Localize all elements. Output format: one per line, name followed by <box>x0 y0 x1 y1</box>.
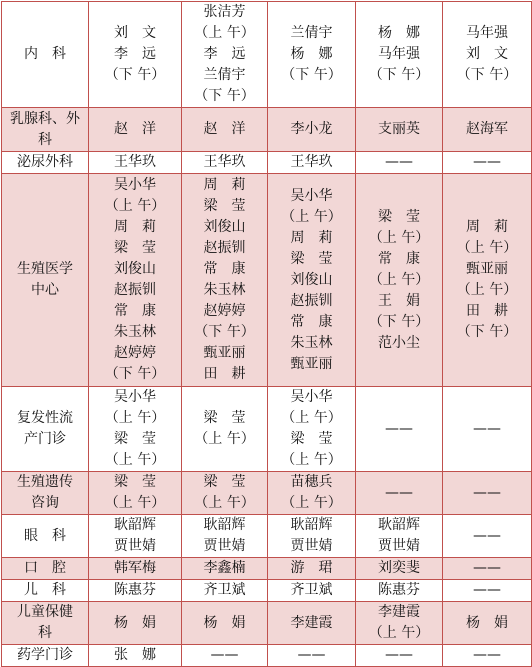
schedule-cell <box>443 152 532 174</box>
doctor-entry: 周 莉 <box>290 229 333 246</box>
schedule-cell <box>182 472 268 515</box>
doctor-entry: 常 康 <box>290 313 333 330</box>
doctor-entry: 齐卫斌 <box>203 582 246 598</box>
header-col-1-line: 刘 文 <box>114 25 156 41</box>
schedule-cell <box>443 174 532 387</box>
doctor-entry: 甄亚丽 <box>290 355 333 372</box>
schedule-cell <box>443 645 532 667</box>
doctor-entry: 王华玖 <box>114 154 156 170</box>
dept-name-cell <box>2 602 89 645</box>
schedule-cell <box>268 472 356 515</box>
doctor-entry: 刘奕斐 <box>378 560 420 576</box>
header-col-3-line: 兰倩宇 <box>290 25 333 41</box>
doctor-entry: （上 午） <box>368 229 430 246</box>
header-col-4-line: （下 午） <box>368 67 430 83</box>
doctor-entry: 张 娜 <box>114 647 156 663</box>
doctor-entry: （下 午） <box>104 366 166 382</box>
doctor-entry: 梁 莹 <box>203 198 246 214</box>
schedule-cell <box>356 174 443 387</box>
schedule-cell <box>356 515 443 558</box>
doctor-entry: 李鑫楠 <box>203 560 246 576</box>
doctor-entry: 刘俊山 <box>203 219 246 235</box>
header-col-2 <box>182 2 268 108</box>
schedule-cell <box>268 580 356 602</box>
doctor-entry: （上 午） <box>456 240 518 256</box>
dept-name-cell <box>2 580 89 602</box>
doctor-entry: 杨 娟 <box>114 614 156 631</box>
schedule-cell <box>182 645 268 667</box>
schedule-cell <box>89 108 182 152</box>
doctor-entry: 杨 娟 <box>466 614 508 631</box>
header-col-3 <box>268 2 356 108</box>
schedule-cell <box>89 602 182 645</box>
doctor-entry: 梁 莹 <box>203 474 246 490</box>
row-pediatrics <box>2 580 532 602</box>
header-col-4-line: 杨 娜 <box>378 25 420 41</box>
doctor-entry: （下 午） <box>456 324 518 340</box>
header-col-4-line: 马年强 <box>378 46 420 62</box>
doctor-entry: 赵婷婷 <box>114 345 156 361</box>
doctor-entry: 田 耕 <box>466 303 508 319</box>
row-pharmacy-clinic <box>2 645 532 667</box>
header-col-3-line: 杨 娜 <box>290 46 333 62</box>
schedule-cell <box>356 602 443 645</box>
doctor-entry: 吴小华 <box>114 177 156 193</box>
doctor-entry: 赵 洋 <box>203 121 246 137</box>
schedule-cell <box>89 645 182 667</box>
doctor-entry: 周 莉 <box>203 177 246 193</box>
schedule-cell <box>182 152 268 174</box>
doctor-entry: —— <box>473 484 501 501</box>
schedule-cell <box>356 472 443 515</box>
header-col-2-line: 兰倩宇 <box>203 67 246 83</box>
schedule-cell <box>182 602 268 645</box>
dept-name-line: 乳腺科、外 <box>10 110 80 127</box>
schedule-cell <box>182 108 268 152</box>
doctor-entry: （上 午） <box>104 410 166 426</box>
doctor-entry: —— <box>473 582 501 598</box>
dept-name-cell <box>2 174 89 387</box>
schedule-cell <box>182 515 268 558</box>
doctor-entry: 梁 莹 <box>290 431 333 447</box>
header-col-2-line: 张洁芳 <box>203 4 246 20</box>
schedule-cell <box>443 580 532 602</box>
header-col-2-line: 李 远 <box>203 46 246 62</box>
doctor-entry: （上 午） <box>104 452 166 468</box>
row-urology <box>2 152 532 174</box>
dept-name-line: 产门诊 <box>24 431 66 447</box>
schedule-cell <box>268 515 356 558</box>
header-col-5-line: 刘 文 <box>466 46 508 62</box>
header-col-4 <box>356 2 443 108</box>
schedule-cell <box>356 152 443 174</box>
row-reproductive-genetics <box>2 472 532 515</box>
doctor-entry: 贾世婧 <box>203 538 246 554</box>
header-col-5-line: 马年强 <box>466 25 508 41</box>
dept-name-line: 科 <box>38 625 52 641</box>
row-breast-surgery <box>2 108 532 152</box>
header-col-1 <box>89 2 182 108</box>
doctor-entry: （下 午） <box>368 313 430 330</box>
row-recurrent-miscarriage <box>2 387 532 472</box>
doctor-entry: 吴小华 <box>290 187 333 204</box>
doctor-entry: 常 康 <box>203 261 246 277</box>
header-row <box>2 2 532 108</box>
schedule-cell <box>89 174 182 387</box>
doctor-entry: 苗穗兵 <box>290 474 333 490</box>
schedule-cell <box>356 558 443 580</box>
schedule-cell <box>356 108 443 152</box>
doctor-entry: 韩军梅 <box>114 560 156 576</box>
dept-name-cell <box>2 152 89 174</box>
doctor-entry: 刘俊山 <box>114 261 156 277</box>
doctor-entry: 朱玉林 <box>203 282 246 298</box>
dept-name-line: 生殖医学 <box>17 261 73 277</box>
schedule-cell <box>443 108 532 152</box>
schedule-cell <box>443 515 532 558</box>
header-col-5 <box>443 2 532 108</box>
doctor-entry: （上 午） <box>194 431 255 447</box>
doctor-entry: 田 耕 <box>203 366 246 382</box>
schedule-cell <box>89 515 182 558</box>
doctor-entry: 赵振钏 <box>114 282 156 298</box>
schedule-cell <box>182 387 268 472</box>
header-col-3-line: （下 午） <box>281 67 342 83</box>
doctor-entry: 周 莉 <box>114 219 156 235</box>
header-col-2-line: （下 午） <box>194 88 255 104</box>
doctor-entry: 王 娟 <box>378 292 420 309</box>
doctor-entry: 朱玉林 <box>290 334 333 351</box>
schedule-cell <box>268 174 356 387</box>
header-col-1-line: 李 远 <box>114 46 156 62</box>
doctor-entry: 支丽英 <box>378 121 420 137</box>
doctor-entry: （上 午） <box>456 282 518 298</box>
doctor-entry: （上 午） <box>368 271 430 288</box>
header-dept-cell <box>2 2 89 108</box>
doctor-entry: 周 莉 <box>466 219 508 235</box>
doctor-entry: —— <box>473 154 501 170</box>
doctor-entry: 梁 莹 <box>114 240 156 256</box>
doctor-entry: 常 康 <box>114 303 156 319</box>
schedule-cell <box>356 645 443 667</box>
header-col-5-line: （下 午） <box>456 67 518 83</box>
dept-name-line: 眼 科 <box>24 527 66 544</box>
header-col-1-line: （下 午） <box>104 67 166 83</box>
schedule-cell <box>268 387 356 472</box>
schedule-cell <box>356 580 443 602</box>
doctor-entry: （上 午） <box>281 410 342 426</box>
doctor-entry: 耿韶辉 <box>114 517 156 533</box>
doctor-entry: 常 康 <box>378 250 420 267</box>
schedule-cell <box>182 174 268 387</box>
doctor-entry: 游 珺 <box>290 560 333 576</box>
doctor-entry: —— <box>385 647 413 663</box>
doctor-entry: 赵 洋 <box>114 121 156 137</box>
doctor-entry: —— <box>210 647 239 663</box>
row-stomatology <box>2 558 532 580</box>
duty-schedule-table <box>1 1 532 667</box>
row-child-healthcare <box>2 602 532 645</box>
dept-name-line: 咨询 <box>31 495 59 511</box>
doctor-entry: —— <box>473 647 501 663</box>
schedule-cell <box>268 602 356 645</box>
dept-name-line: 生殖遗传 <box>17 474 73 490</box>
doctor-entry: 赵振钏 <box>203 240 246 256</box>
doctor-entry: （上 午） <box>281 495 342 511</box>
dept-name-cell <box>2 387 89 472</box>
doctor-entry: 耿韶辉 <box>203 517 246 533</box>
schedule-cell <box>89 387 182 472</box>
schedule-cell <box>356 387 443 472</box>
dept-name-line: 复发性流 <box>17 410 73 426</box>
schedule-cell <box>443 387 532 472</box>
doctor-entry: 赵婷婷 <box>203 303 246 319</box>
doctor-entry: 贾世婧 <box>378 538 420 554</box>
doctor-entry: —— <box>473 527 501 544</box>
doctor-entry: 刘俊山 <box>290 271 333 288</box>
schedule-cell <box>89 580 182 602</box>
header-col-2-line: （上 午） <box>194 25 255 41</box>
schedule-cell <box>89 152 182 174</box>
doctor-entry: 李小龙 <box>290 121 333 137</box>
doctor-entry: （上 午） <box>281 452 342 468</box>
doctor-entry: —— <box>385 484 413 501</box>
doctor-entry: 陈惠芬 <box>378 582 420 598</box>
doctor-entry: 甄亚丽 <box>203 345 246 361</box>
dept-name-cell <box>2 472 89 515</box>
schedule-cell <box>268 108 356 152</box>
dept-name-line: 中心 <box>31 282 59 298</box>
doctor-entry: 吴小华 <box>290 389 333 405</box>
row-ophthalmology <box>2 515 532 558</box>
doctor-entry: 王华玖 <box>290 154 333 170</box>
doctor-entry: 梁 莹 <box>114 474 156 490</box>
doctor-entry: —— <box>473 420 501 437</box>
doctor-entry: 范小尘 <box>378 334 420 351</box>
doctor-entry: 梁 莹 <box>290 250 333 267</box>
schedule-cell <box>268 558 356 580</box>
dept-name-cell <box>2 515 89 558</box>
doctor-entry: 赵海军 <box>466 121 508 137</box>
doctor-entry: 吴小华 <box>114 389 156 405</box>
schedule-cell <box>443 602 532 645</box>
doctor-entry: 梁 莹 <box>203 410 246 426</box>
schedule-cell <box>89 558 182 580</box>
doctor-entry: （上 午） <box>194 495 255 511</box>
dept-name-cell <box>2 558 89 580</box>
dept-name-line: 科 <box>38 131 52 148</box>
doctor-entry: 朱玉林 <box>114 324 156 340</box>
dept-name-line: 药学门诊 <box>17 647 73 663</box>
doctor-entry: 贾世婧 <box>290 538 333 554</box>
doctor-entry: （上 午） <box>104 495 166 511</box>
doctor-entry: （下 午） <box>194 324 255 340</box>
schedule-cell <box>268 645 356 667</box>
doctor-entry: 李建霞 <box>290 614 333 631</box>
doctor-entry: 耿韶辉 <box>290 517 333 533</box>
doctor-entry: 贾世婧 <box>114 538 156 554</box>
dept-name-line: 泌尿外科 <box>17 154 73 170</box>
doctor-entry: 梁 莹 <box>378 208 420 225</box>
schedule-cell <box>268 152 356 174</box>
schedule-body <box>2 2 532 667</box>
doctor-entry: （上 午） <box>368 625 430 641</box>
doctor-entry: （上 午） <box>104 198 166 214</box>
doctor-entry: 齐卫斌 <box>290 582 333 598</box>
schedule-cell <box>89 472 182 515</box>
dept-name-cell <box>2 645 89 667</box>
row-reproductive-center <box>2 174 532 387</box>
doctor-entry: 赵振钏 <box>290 292 333 309</box>
doctor-entry: —— <box>385 420 413 437</box>
doctor-entry: —— <box>297 647 326 663</box>
schedule-cell <box>443 472 532 515</box>
doctor-entry: 王华玖 <box>203 154 246 170</box>
schedule-cell <box>182 580 268 602</box>
doctor-entry: —— <box>473 560 501 576</box>
dept-name-line: 儿童保健 <box>17 604 73 620</box>
doctor-entry: 甄亚丽 <box>466 261 508 277</box>
doctor-entry: 梁 莹 <box>114 431 156 447</box>
doctor-entry: 杨 娟 <box>203 614 246 631</box>
dept-name-cell <box>2 108 89 152</box>
dept-name-line: 口 腔 <box>24 560 66 576</box>
schedule-cell <box>182 558 268 580</box>
schedule-cell <box>443 558 532 580</box>
doctor-entry: （上 午） <box>281 208 342 225</box>
doctor-entry: 陈惠芬 <box>114 582 156 598</box>
doctor-entry: 李建霞 <box>378 604 420 620</box>
doctor-entry: —— <box>385 154 413 170</box>
header-dept-label: 内 科 <box>24 46 66 62</box>
doctor-entry: 耿韶辉 <box>378 517 420 533</box>
dept-name-line: 儿 科 <box>24 582 66 598</box>
